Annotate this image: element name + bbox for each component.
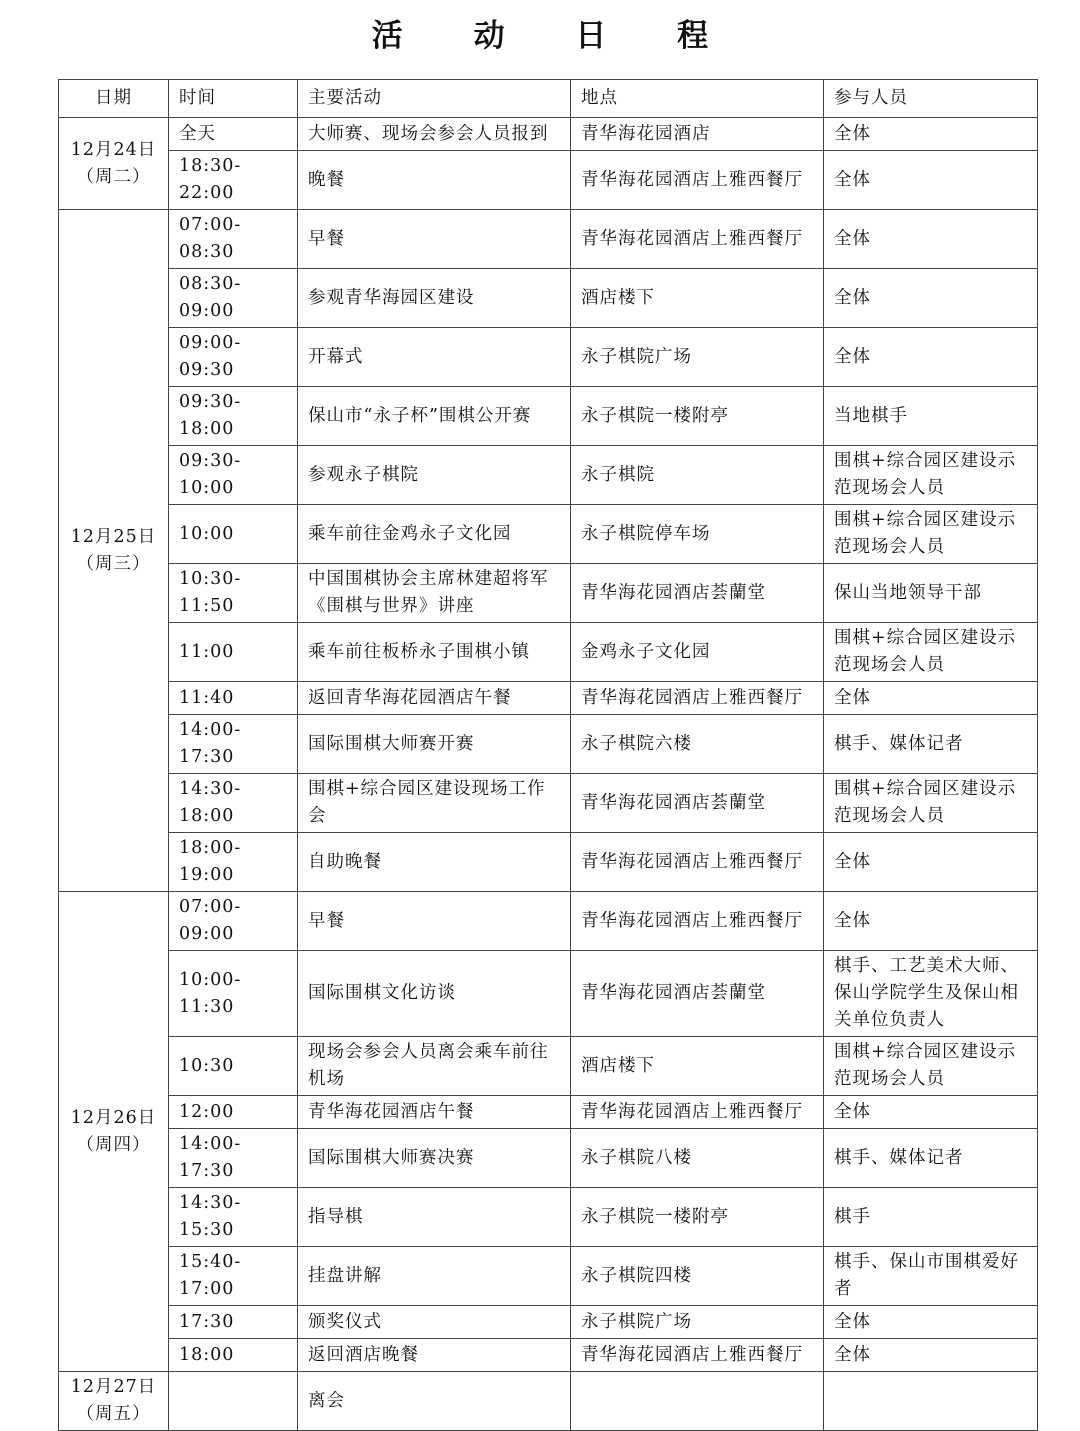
location-cell: 青华海花园酒店上雅西餐厅 — [571, 1339, 824, 1372]
time-cell: 14:30-15:30 — [169, 1188, 298, 1247]
time-cell: 18:00 — [169, 1339, 298, 1372]
table-row — [59, 1247, 1038, 1306]
activity-cell: 早餐 — [298, 892, 571, 951]
participants-cell: 围棋+综合园区建设示范现场会人员 — [824, 623, 1038, 682]
table-row — [59, 118, 1038, 151]
activity-cell: 国际围棋大师赛开赛 — [298, 715, 571, 774]
location-cell: 青华海花园酒店荟蘭堂 — [571, 564, 824, 623]
schedule-body — [59, 118, 1038, 1431]
time-cell: 18:30-22:00 — [169, 151, 298, 210]
participants-cell: 全体 — [824, 892, 1038, 951]
participants-cell: 棋手 — [824, 1188, 1038, 1247]
location-cell: 永子棋院八楼 — [571, 1129, 824, 1188]
time-cell: 12:00 — [169, 1096, 298, 1129]
header-participants: 参与人员 — [824, 80, 1038, 118]
weekday-text: （周三） — [76, 553, 151, 574]
location-cell: 永子棋院停车场 — [571, 505, 824, 564]
activity-cell: 指导棋 — [298, 1188, 571, 1247]
participants-cell: 围棋+综合园区建设示范现场会人员 — [824, 505, 1038, 564]
location-cell: 永子棋院四楼 — [571, 1247, 824, 1306]
date-text: 12月27日 — [70, 1377, 157, 1397]
location-cell: 青华海花园酒店上雅西餐厅 — [571, 892, 824, 951]
time-cell: 07:00-09:00 — [169, 892, 298, 951]
table-row — [59, 623, 1038, 682]
date-cell — [59, 892, 169, 1372]
participants-cell: 围棋+综合园区建设示范现场会人员 — [824, 446, 1038, 505]
activity-cell: 早餐 — [298, 210, 571, 269]
table-row — [59, 446, 1038, 505]
time-cell: 10:00-11:30 — [169, 951, 298, 1037]
participants-cell: 保山当地领导干部 — [824, 564, 1038, 623]
activity-cell: 乘车前往金鸡永子文化园 — [298, 505, 571, 564]
participants-cell: 棋手、媒体记者 — [824, 715, 1038, 774]
table-row — [59, 1188, 1038, 1247]
date-cell — [59, 118, 169, 210]
time-cell: 14:30-18:00 — [169, 774, 298, 833]
location-cell: 酒店楼下 — [571, 269, 824, 328]
weekday-text: （周四） — [76, 1134, 151, 1155]
schedule-table — [58, 79, 1038, 1431]
time-cell: 09:00-09:30 — [169, 328, 298, 387]
time-cell: 15:40-17:00 — [169, 1247, 298, 1306]
activity-cell: 开幕式 — [298, 328, 571, 387]
activity-cell: 返回酒店晚餐 — [298, 1339, 571, 1372]
table-row — [59, 269, 1038, 328]
table-row — [59, 210, 1038, 269]
participants-cell: 全体 — [824, 328, 1038, 387]
time-cell: 18:00-19:00 — [169, 833, 298, 892]
location-cell: 青华海花园酒店上雅西餐厅 — [571, 833, 824, 892]
date-text: 12月26日 — [70, 1107, 157, 1128]
table-row — [59, 951, 1038, 1037]
table-row — [59, 387, 1038, 446]
time-cell: 10:00 — [169, 505, 298, 564]
weekday-text: （周五） — [76, 1404, 151, 1424]
activity-cell: 国际围棋大师赛决赛 — [298, 1129, 571, 1188]
location-cell — [571, 1372, 824, 1431]
location-cell: 永子棋院一楼附亭 — [571, 387, 824, 446]
time-cell: 09:30-18:00 — [169, 387, 298, 446]
location-cell: 青华海花园酒店上雅西餐厅 — [571, 1096, 824, 1129]
activity-cell: 大师赛、现场会参会人员报到 — [298, 118, 571, 151]
time-cell — [169, 1372, 298, 1431]
date-cell — [59, 210, 169, 892]
location-cell: 永子棋院广场 — [571, 1306, 824, 1339]
participants-cell: 全体 — [824, 151, 1038, 210]
time-cell: 全天 — [169, 118, 298, 151]
location-cell: 永子棋院一楼附亭 — [571, 1188, 824, 1247]
header-activity: 主要活动 — [298, 80, 571, 118]
date-cell — [59, 1372, 169, 1431]
table-row — [59, 328, 1038, 387]
table-row — [59, 1129, 1038, 1188]
location-cell: 青华海花园酒店上雅西餐厅 — [571, 682, 824, 715]
activity-cell: 自助晚餐 — [298, 833, 571, 892]
location-cell: 酒店楼下 — [571, 1037, 824, 1096]
weekday-text: （周二） — [76, 166, 151, 187]
table-row — [59, 151, 1038, 210]
activity-cell: 返回青华海花园酒店午餐 — [298, 682, 571, 715]
participants-cell: 全体 — [824, 1096, 1038, 1129]
time-cell: 08:30-09:00 — [169, 269, 298, 328]
activity-cell: 现场会参会人员离会乘车前往机场 — [298, 1037, 571, 1096]
participants-cell: 全体 — [824, 833, 1038, 892]
location-cell: 青华海花园酒店 — [571, 118, 824, 151]
time-cell: 10:30-11:50 — [169, 564, 298, 623]
location-cell: 永子棋院广场 — [571, 328, 824, 387]
table-row — [59, 833, 1038, 892]
location-cell: 永子棋院六楼 — [571, 715, 824, 774]
participants-cell: 全体 — [824, 1339, 1038, 1372]
table-row — [59, 1339, 1038, 1372]
participants-cell: 全体 — [824, 1306, 1038, 1339]
time-cell: 11:00 — [169, 623, 298, 682]
participants-cell: 全体 — [824, 269, 1038, 328]
table-row — [59, 682, 1038, 715]
table-row — [59, 1037, 1038, 1096]
activity-cell: 国际围棋文化访谈 — [298, 951, 571, 1037]
participants-cell: 全体 — [824, 118, 1038, 151]
table-row — [59, 564, 1038, 623]
participants-cell: 围棋+综合园区建设示范现场会人员 — [824, 1037, 1038, 1096]
date-text: 12月24日 — [70, 139, 157, 160]
activity-cell: 挂盘讲解 — [298, 1247, 571, 1306]
activity-cell: 离会 — [298, 1372, 571, 1431]
time-cell: 07:00-08:30 — [169, 210, 298, 269]
location-cell: 永子棋院 — [571, 446, 824, 505]
location-cell: 青华海花园酒店上雅西餐厅 — [571, 210, 824, 269]
table-row — [59, 1372, 1038, 1431]
header-date: 日期 — [59, 80, 169, 118]
participants-cell: 棋手、保山市围棋爱好者 — [824, 1247, 1038, 1306]
time-cell: 10:30 — [169, 1037, 298, 1096]
activity-cell: 围棋+综合园区建设现场工作会 — [298, 774, 571, 833]
activity-cell: 青华海花园酒店午餐 — [298, 1096, 571, 1129]
activity-cell: 保山市“永子杯”围棋公开赛 — [298, 387, 571, 446]
participants-cell: 全体 — [824, 210, 1038, 269]
activity-cell: 中国围棋协会主席林建超将军《围棋与世界》讲座 — [298, 564, 571, 623]
location-cell: 青华海花园酒店荟蘭堂 — [571, 951, 824, 1037]
participants-cell: 棋手、工艺美术大师、保山学院学生及保山相关单位负责人 — [824, 951, 1038, 1037]
location-cell: 青华海花园酒店上雅西餐厅 — [571, 151, 824, 210]
location-cell: 青华海花园酒店荟蘭堂 — [571, 774, 824, 833]
page-title: 活 动 日 程 — [371, 18, 739, 54]
activity-cell: 参观青华海园区建设 — [298, 269, 571, 328]
table-row — [59, 1096, 1038, 1129]
activity-cell: 参观永子棋院 — [298, 446, 571, 505]
table-row — [59, 774, 1038, 833]
participants-cell: 围棋+综合园区建设示范现场会人员 — [824, 774, 1038, 833]
table-row — [59, 715, 1038, 774]
time-cell: 09:30-10:00 — [169, 446, 298, 505]
date-text: 12月25日 — [70, 526, 157, 547]
header-time: 时间 — [169, 80, 298, 118]
participants-cell: 全体 — [824, 682, 1038, 715]
participants-cell: 当地棋手 — [824, 387, 1038, 446]
time-cell: 17:30 — [169, 1306, 298, 1339]
participants-cell: 棋手、媒体记者 — [824, 1129, 1038, 1188]
activity-cell: 乘车前往板桥永子围棋小镇 — [298, 623, 571, 682]
table-row — [59, 1306, 1038, 1339]
time-cell: 11:40 — [169, 682, 298, 715]
table-row — [59, 505, 1038, 564]
table-row — [59, 892, 1038, 951]
location-cell: 金鸡永子文化园 — [571, 623, 824, 682]
table-header-row — [59, 80, 1038, 118]
participants-cell — [824, 1372, 1038, 1431]
activity-cell: 晚餐 — [298, 151, 571, 210]
time-cell: 14:00-17:30 — [169, 715, 298, 774]
time-cell: 14:00-17:30 — [169, 1129, 298, 1188]
header-location: 地点 — [571, 80, 824, 118]
activity-cell: 颁奖仪式 — [298, 1306, 571, 1339]
